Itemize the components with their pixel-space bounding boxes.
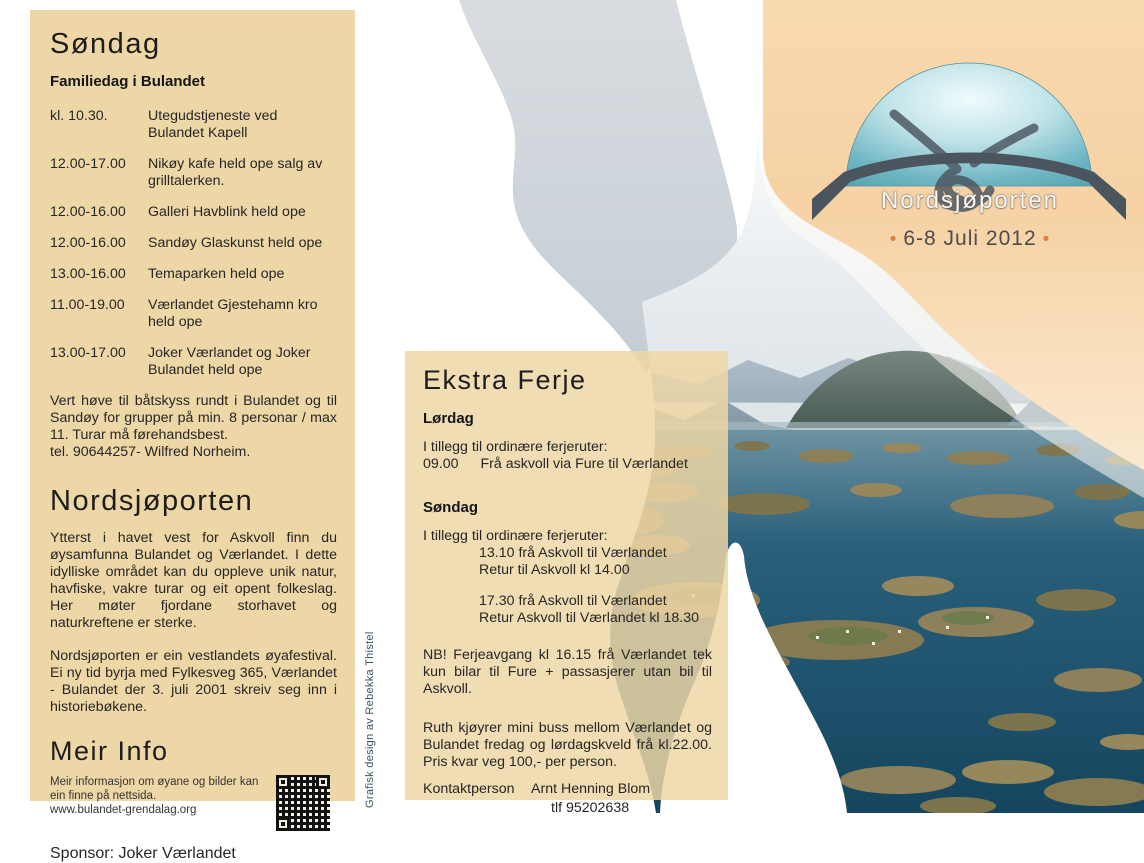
schedule-row	[50, 156, 337, 190]
about-heading: Nordsjøporten	[50, 485, 254, 517]
schedule-time: 13.00-16.00	[50, 266, 126, 282]
saturday-intro: I tillegg til ordinære ferjeruter:	[423, 439, 608, 455]
sponsor-line: Sponsor: Joker Værlandet	[50, 845, 236, 862]
date-dot-right: •	[1042, 229, 1051, 250]
contact-row	[423, 781, 712, 798]
schedule-row	[50, 297, 337, 331]
sunday-heading: Søndag	[50, 28, 161, 60]
family-day-subheading: Familiedag i Bulandet	[50, 73, 206, 90]
schedule-row	[50, 235, 337, 252]
contact-label: Kontaktperson	[423, 781, 515, 797]
boat-trip-tel: tel. 90644257- Wilfred Norheim.	[50, 444, 251, 460]
schedule-desc: Joker Værlandet og Joker Bulandet held ope	[148, 345, 311, 378]
about-paragraph-1: Ytterst i havet vest for Askvoll finn du øysamfunna Bulandet og Værlandet. I dette idylliske området kan du oppleve unik natur, havfiske, vakre turar og eit opent folkeslag. Her møter fjordane storhavet og naturkreftene er sterke.	[50, 530, 337, 631]
schedule-desc: Værlandet Gjestehamn kro held ope	[148, 297, 318, 330]
ferry-heading: Ekstra Ferje	[423, 365, 587, 395]
more-info-heading: Meir Info	[50, 736, 169, 766]
qr-finder-icon	[276, 775, 290, 789]
schedule-desc: Galleri Havblink held ope	[148, 204, 306, 220]
schedule-time: 13.00-17.00	[50, 345, 126, 361]
about-paragraph-2: Nordsjøporten er ein vestlandets øyafestival. Ei ny tid byrja med Fylkesveg 365, Værlandet - Bulandet der 3. juli 2001 skreiv seg inn i historiebøkene.	[50, 648, 337, 715]
schedule-time: kl. 10.30.	[50, 108, 108, 124]
schedule-desc: Utegudstjeneste ved Bulandet Kapell	[148, 108, 278, 141]
sunday-departure-2: 17.30 frå Askvoll til Værlandet	[479, 593, 667, 609]
schedule-time: 12.00-16.00	[50, 204, 126, 220]
schedule-desc: Sandøy Glaskunst held ope	[148, 235, 323, 251]
more-info-text	[50, 775, 262, 817]
mini-bus-note: Ruth kjøyrer mini buss mellom Værlandet og Bulandet fredag og lørdagskveld frå kl.22.00. Pris kvar veg 100,- per person.	[423, 720, 712, 770]
website-url: www.bulandet-grendalag.org	[50, 804, 197, 816]
schedule-desc: Temaparken held ope	[148, 266, 285, 282]
schedule-row	[50, 204, 337, 221]
qr-finder-icon	[316, 775, 330, 789]
cover-date	[828, 227, 1112, 251]
qr-finder-icon	[276, 817, 290, 831]
sunday-departure-1: 13.10 frå Askvoll til Værlandet	[479, 545, 667, 561]
date-dot-left: •	[889, 229, 898, 250]
date-text: 6-8 Juli 2012	[903, 227, 1037, 250]
boat-trip-note: Vert høve til båtskyss rundt i Bulandet og til Sandøy for grupper på min. 8 personar / max 11. Turar må førehandsbest.	[50, 393, 337, 443]
saturday-route: Frå askvoll via Fure til Værlandet	[480, 456, 688, 472]
more-info-description: Meir informasjon om øyane og bilder kan ein finne på nettsida.	[50, 776, 259, 802]
saturday-departure	[423, 456, 712, 473]
contact-name: Arnt Henning Blom	[531, 781, 651, 797]
saturday-heading: Lørdag	[423, 410, 474, 427]
designer-credit: Grafisk design av Rebekka Thistel	[364, 631, 376, 808]
sunday-program-panel	[30, 10, 355, 862]
sunday-return-2: Retur Askvoll til Værlandet kl 18.30	[479, 610, 700, 626]
schedule-time: 11.00-19.00	[50, 297, 125, 313]
more-info-row	[50, 775, 337, 831]
schedule-time: 12.00-16.00	[50, 235, 126, 251]
nb-ferry-note: NB! Ferjeavgang kl 16.15 frå Værlandet tek kun bilar til Fure + passasjerer utan bil til Askvoll.	[423, 647, 712, 697]
sunday-intro: I tillegg til ordinære ferjeruter:	[423, 528, 608, 544]
sunday-ferry-heading: Søndag	[423, 499, 478, 516]
schedule-time: 12.00-17.00	[50, 156, 126, 172]
cover-title: Nordsjøporten	[880, 187, 1060, 214]
schedule-row	[50, 108, 337, 142]
schedule-desc: Nikøy kafe held ope salg av grilltalerken.	[148, 156, 323, 189]
sunday-return-1: Retur til Askvoll kl 14.00	[479, 562, 630, 578]
contact-phone: tlf 95202638	[551, 800, 630, 816]
saturday-time: 09.00	[423, 456, 459, 472]
extra-ferry-panel	[405, 351, 728, 816]
schedule-row	[50, 345, 337, 379]
schedule-row	[50, 266, 337, 283]
qr-code	[276, 775, 330, 831]
